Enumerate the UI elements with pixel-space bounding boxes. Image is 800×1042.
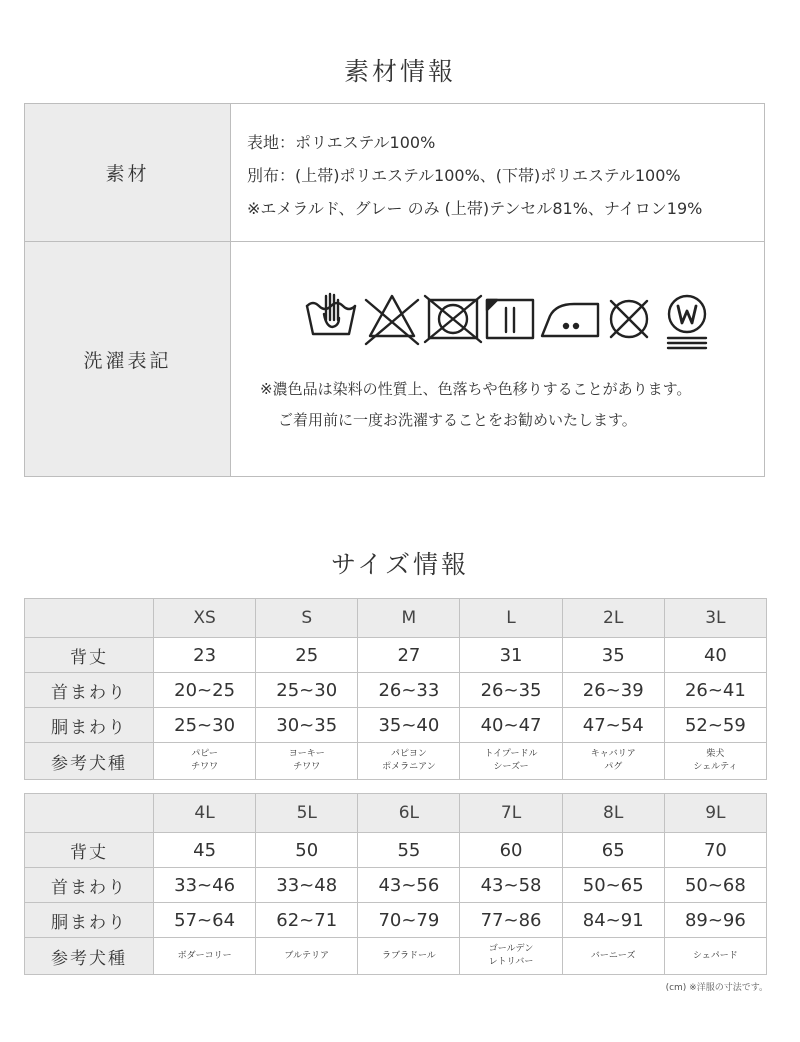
chest-cell: 40~47 [460, 708, 562, 743]
line-dry-shade-icon [487, 300, 533, 338]
breed-cell: ボダーコリー [154, 938, 256, 975]
chest-cell: 89~96 [664, 903, 766, 938]
breed-cell: ラブラドール [358, 938, 460, 975]
chest-cell: 47~54 [562, 708, 664, 743]
length-cell: 50 [256, 833, 358, 868]
chest-row [25, 903, 767, 938]
breed-cell: パピヨン ポメラニアン [358, 743, 460, 780]
no-dry-clean-icon [611, 301, 647, 337]
neck-cell: 33~48 [256, 868, 358, 903]
material-line-note: ※エメラルド、グレー のみ (上帯)テンセル81%、ナイロン19% [247, 199, 703, 218]
chest-row [25, 708, 767, 743]
breed-cell: パピー チワワ [154, 743, 256, 780]
length-cell: 23 [154, 638, 256, 673]
size-header: L [460, 599, 562, 638]
length-cell: 40 [664, 638, 766, 673]
neck-cell: 50~68 [664, 868, 766, 903]
care-note-line1: ※濃色品は染料の性質上、色落ちや色移りすることがあります。 [260, 380, 692, 398]
size-header: S [256, 599, 358, 638]
row-label: 背丈 [25, 638, 154, 673]
size-header: 6L [358, 794, 460, 833]
corner-cell [25, 599, 154, 638]
chest-cell: 52~59 [664, 708, 766, 743]
neck-cell: 25~30 [256, 673, 358, 708]
corner-cell [25, 794, 154, 833]
length-cell: 65 [562, 833, 664, 868]
breed-cell: シェパード [664, 938, 766, 975]
size-header: M [358, 599, 460, 638]
length-cell: 60 [460, 833, 562, 868]
size-header: 8L [562, 794, 664, 833]
neck-cell: 33~46 [154, 868, 256, 903]
chest-cell: 30~35 [256, 708, 358, 743]
no-tumble-dry-icon [425, 296, 481, 342]
size-header: XS [154, 599, 256, 638]
size-header: 9L [664, 794, 766, 833]
size-header: 7L [460, 794, 562, 833]
material-line-outer: 表地：ポリエステル100% [247, 133, 436, 152]
neck-cell: 26~35 [460, 673, 562, 708]
length-row [25, 833, 767, 868]
material-row-label: 素材 [25, 104, 231, 241]
chest-cell: 84~91 [562, 903, 664, 938]
length-cell: 35 [562, 638, 664, 673]
care-icons [304, 292, 714, 354]
breed-cell: ヨーキー チワワ [256, 743, 358, 780]
breed-cell: トイプードル シーズー [460, 743, 562, 780]
neck-cell: 50~65 [562, 868, 664, 903]
breed-cell: バーニーズ [562, 938, 664, 975]
size-header: 4L [154, 794, 256, 833]
size-section-title: サイズ情報 [330, 550, 469, 579]
row-label: 胴まわり [25, 708, 154, 743]
row-label: 首まわり [25, 673, 154, 708]
row-label: 背丈 [25, 833, 154, 868]
size-table-2 [24, 793, 767, 975]
chest-cell: 77~86 [460, 903, 562, 938]
care-row-label: 洗濯表記 [25, 242, 231, 476]
material-line-trim: 別布：(上帯)ポリエステル100%、(下帯)ポリエステル100% [247, 166, 681, 185]
iron-low-icon [542, 304, 598, 336]
length-cell: 25 [256, 638, 358, 673]
breed-cell: 柴犬 シェルティ [664, 743, 766, 780]
material-row-content [232, 104, 764, 241]
chest-cell: 70~79 [358, 903, 460, 938]
neck-cell: 26~41 [664, 673, 766, 708]
material-row [25, 104, 764, 242]
material-section-title: 素材情報 [343, 57, 456, 86]
size-header-row [25, 599, 767, 638]
chest-cell: 62~71 [256, 903, 358, 938]
length-cell: 55 [358, 833, 460, 868]
neck-cell: 26~33 [358, 673, 460, 708]
length-cell: 45 [154, 833, 256, 868]
wet-clean-very-gentle-icon [668, 296, 706, 348]
chest-cell: 25~30 [154, 708, 256, 743]
row-label: 首まわり [25, 868, 154, 903]
breed-row [25, 743, 767, 780]
breed-cell: ゴールデン レトリバー [460, 938, 562, 975]
size-footnote: (cm) ※洋服の寸法です。 [665, 983, 768, 993]
neck-cell: 26~39 [562, 673, 664, 708]
row-label: 参考犬種 [25, 743, 154, 780]
neck-cell: 43~58 [460, 868, 562, 903]
size-header: 5L [256, 794, 358, 833]
no-bleach-icon [366, 296, 418, 344]
breed-cell: ブルテリア [256, 938, 358, 975]
chest-cell: 57~64 [154, 903, 256, 938]
hand-wash-icon [307, 294, 355, 334]
care-note-line2: ご着用前に一度お洗濯することをお勧めいたします。 [278, 411, 637, 429]
neck-cell: 20~25 [154, 673, 256, 708]
size-header: 3L [664, 599, 766, 638]
row-label: 参考犬種 [25, 938, 154, 975]
material-table [24, 103, 765, 477]
row-label: 胴まわり [25, 903, 154, 938]
neck-cell: 43~56 [358, 868, 460, 903]
neck-row [25, 673, 767, 708]
length-row [25, 638, 767, 673]
chest-cell: 35~40 [358, 708, 460, 743]
care-row-content [232, 242, 764, 476]
size-header: 2L [562, 599, 664, 638]
size-table-1 [24, 598, 767, 780]
length-cell: 70 [664, 833, 766, 868]
breed-cell: キャバリア パグ [562, 743, 664, 780]
size-header-row [25, 794, 767, 833]
neck-row [25, 868, 767, 903]
breed-row [25, 938, 767, 975]
length-cell: 31 [460, 638, 562, 673]
care-row [25, 242, 764, 476]
length-cell: 27 [358, 638, 460, 673]
